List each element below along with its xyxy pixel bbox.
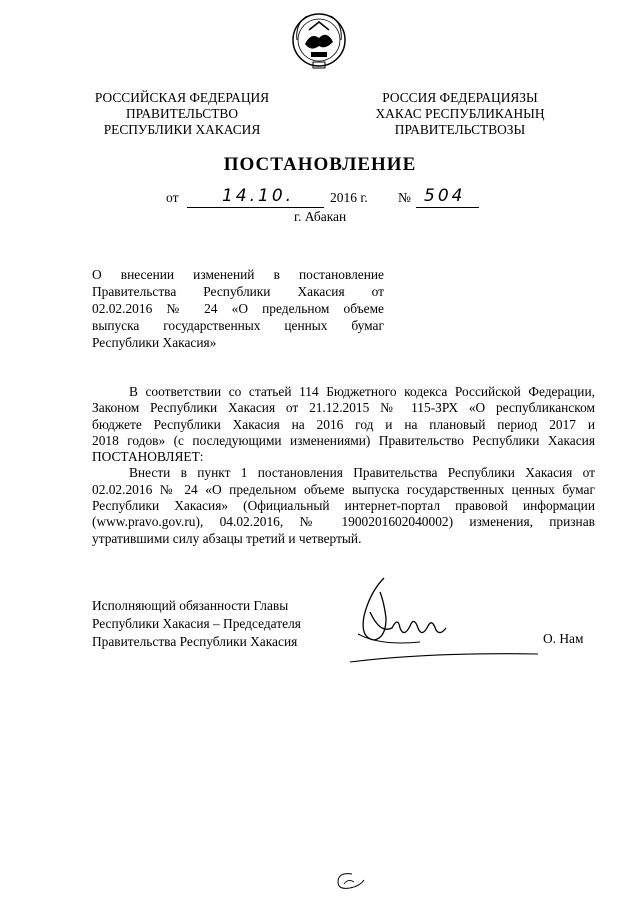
header-right: [360, 90, 560, 138]
paragraph-1: [92, 384, 595, 465]
position-line: Правительства Республики Хакасия: [92, 634, 298, 649]
number-sign: №: [398, 190, 411, 205]
paragraph-2: [92, 465, 595, 546]
body-line: Республики Хакасия» (Официальный интернет-портал правовой информации: [92, 498, 595, 514]
header-left-line: РОССИЙСКАЯ ФЕДЕРАЦИЯ: [94, 90, 270, 105]
city: г. Абакан: [294, 209, 347, 224]
document-title: ПОСТАНОВЛЕНИЕ: [223, 154, 417, 175]
body-line: ПОСТАНОВЛЯЕТ:: [92, 449, 204, 465]
handwritten-signature: [340, 572, 540, 672]
body-line: В соответствии со статьей 114 Бюджетного кодекса Российской Федерации,: [129, 384, 595, 399]
document-body: [92, 384, 595, 547]
handwritten-date: 14.10.: [222, 186, 295, 206]
body-line: 2018 годов» (с последующими изменениями) Правительство Республики Хакасия: [92, 432, 595, 448]
body-line: (www.pravo.gov.ru), 04.02.2016, № 1900201602040002) изменения, признав: [92, 514, 595, 530]
header-left: [82, 90, 282, 138]
subject-line: О внесении изменений в постановление: [92, 267, 384, 282]
body-line: бюджете Республики Хакасия на 2016 год и на плановый период 2017 и: [92, 416, 595, 432]
subject-line: Правительства Республики Хакасия от: [92, 284, 384, 299]
header-right-line: ХАКАС РЕСПУБЛИКАНЫҢ: [375, 106, 545, 121]
document-subject: [92, 266, 384, 351]
handwritten-number: 504: [424, 186, 466, 206]
subject-line: Республики Хакасия»: [92, 335, 217, 350]
header-right-line: ПРАВИТЕЛЬСТВОЗЫ: [394, 122, 526, 137]
header-left-line: ПРАВИТЕЛЬСТВО: [125, 106, 238, 121]
header-right-line: РОССИЯ ФЕДЕРАЦИЯЗЫ: [382, 90, 538, 105]
date-year: 2016 г.: [330, 190, 368, 205]
signatory-position: [92, 597, 352, 651]
handwritten-mark: [330, 866, 370, 896]
body-line: Законом Республики Хакасия от 21.12.2015 № 115-ЗРХ «О республиканском: [92, 400, 595, 416]
subject-line: выпуска государственных ценных бумаг: [92, 318, 384, 333]
subject-line: 02.02.2016 № 24 «О предельном объеме: [92, 301, 384, 316]
signatory-name: О. Нам: [543, 631, 584, 646]
date-prefix: от: [166, 190, 179, 205]
body-line: Внести в пункт 1 постановления Правительства Республики Хакасия от: [129, 465, 595, 481]
position-line: Республики Хакасия – Председателя: [92, 616, 301, 631]
position-line: Исполняющий обязанности Главы: [92, 598, 289, 613]
body-line: 02.02.2016 № 24 «О предельном объеме выпуска государственных ценных бумаг: [92, 481, 595, 497]
body-line: утратившими силу абзацы третий и четвертый.: [92, 530, 362, 546]
coat-of-arms-emblem: [291, 10, 347, 72]
header-left-line: РЕСПУБЛИКИ ХАКАСИЯ: [103, 122, 261, 137]
